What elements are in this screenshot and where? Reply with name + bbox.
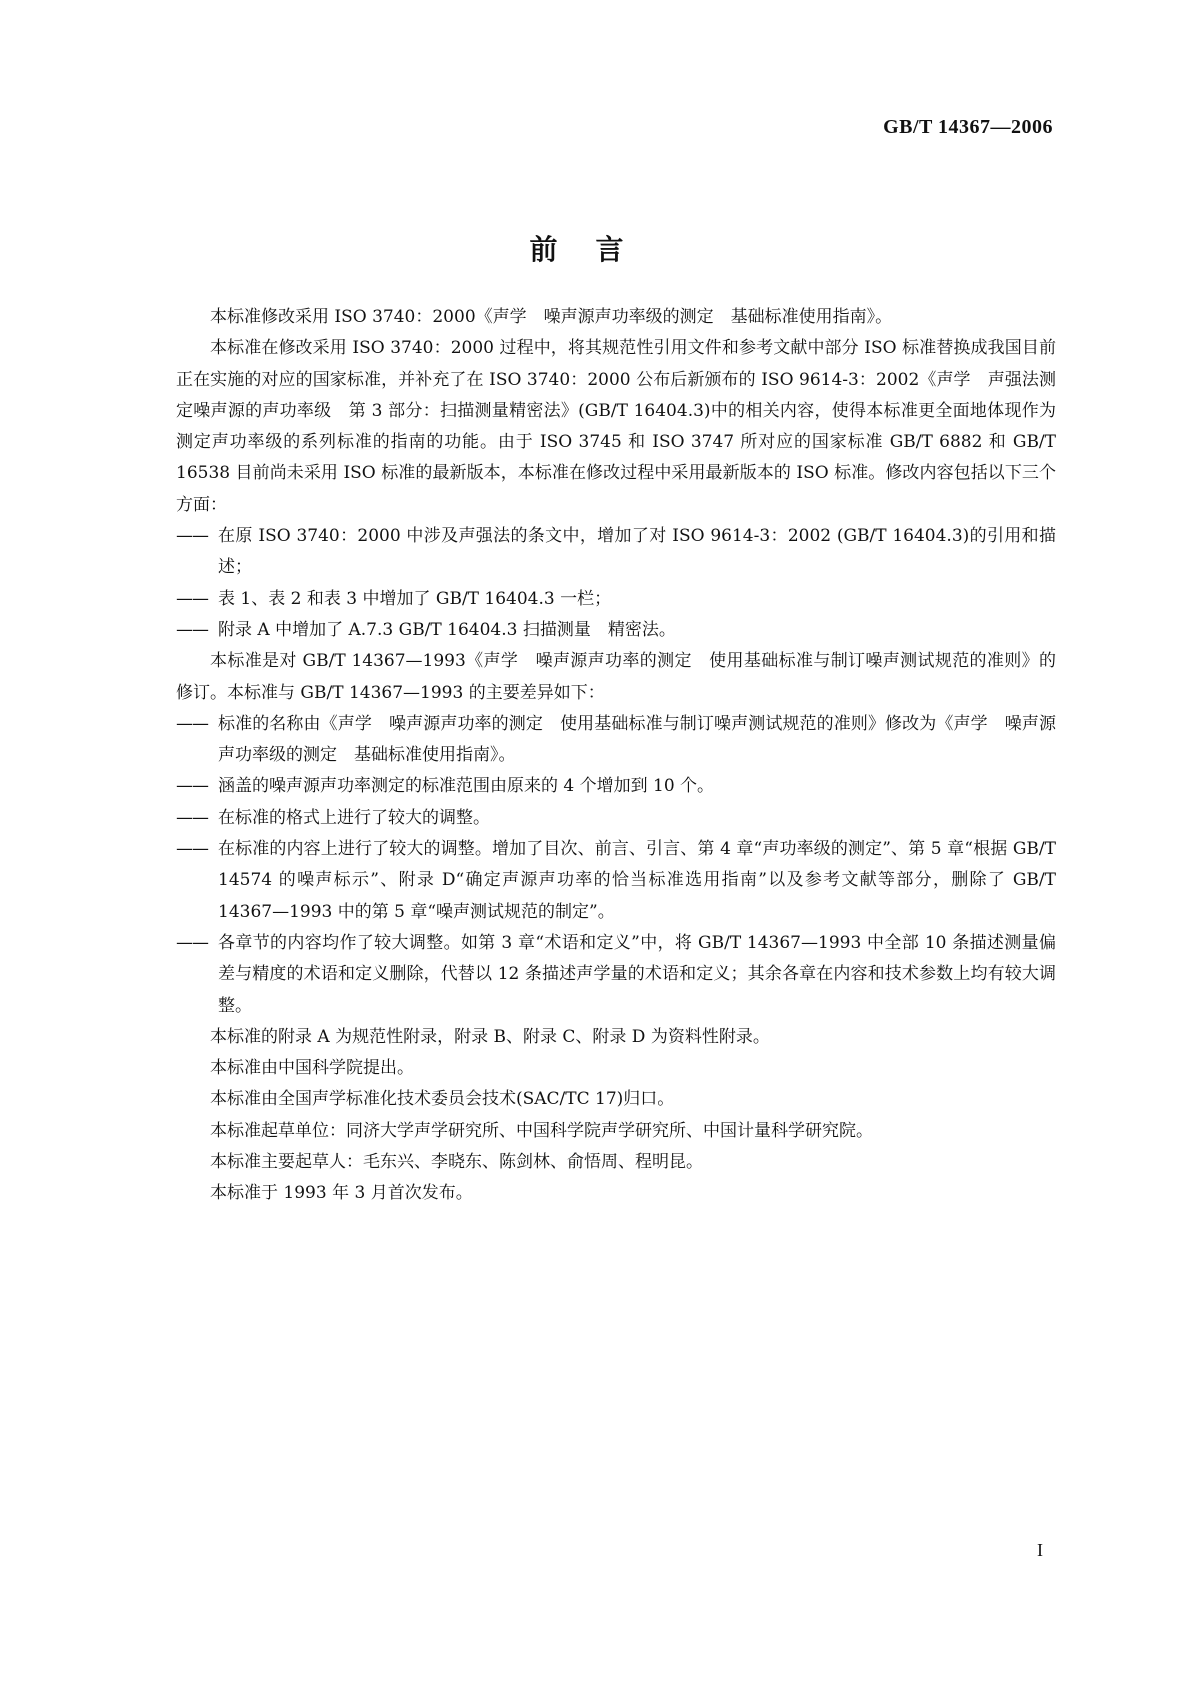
list-dash: —— <box>176 807 208 828</box>
paragraph: 本标准由中国科学院提出。 <box>210 1058 414 1079</box>
paragraph: 本标准于 1993 年 3 月首次发布。 <box>210 1183 473 1204</box>
standard-number: GB/T 14367—2006 <box>883 116 1053 138</box>
list-item <box>176 584 1056 615</box>
list-dash: —— <box>176 932 208 953</box>
document-body <box>176 302 1056 1210</box>
list-dash: —— <box>176 588 208 609</box>
list-dash: —— <box>176 619 208 640</box>
list-item-text: 在标准的内容上进行了较大的调整。增加了目次、前言、引言、第 4 章“声功率级的测定”、第 5 章“根据 GB/T 14574 的噪声标示”、附录 D“确定声源声功率的恰当标准选用指南”以及参考文献等部分，删除了 GB/T 14367—1993 中的第 5 章“噪声测试规范的制定”。 <box>218 839 1056 922</box>
list-item-text: 标准的名称由《声学 噪声源声功率的测定 使用基础标准与制订噪声测试规范的准则》修改为《声学 噪声源声功率级的测定 基础标准使用指南》。 <box>218 713 1056 766</box>
list-dash: —— <box>176 526 208 547</box>
paragraph: 本标准在修改采用 ISO 3740：2000 过程中，将其规范性引用文件和参考文献中部分 ISO 标准替换成我国目前正在实施的对应的国家标准，并补充了在 ISO 3740：2000 公布后新颁布的 ISO 9614-3：2002《声学 声强法测定噪声源的声功率级 第 3 部分：扫描测量精密法》(GB/T 16404.3)中的相关内容，使得本标准更全面地体现作为测定声功率级的系列标准的指南的功能。由于 ISO 3745 和 ISO 3747 所对应的国家标准 GB/T 6882 和 GB/T 16538 目前尚未采用 ISO 标准的最新版本，本标准在修改过程中采用最新版本的 ISO 标准。修改内容包括以下三个方面： <box>176 338 1056 515</box>
list-dash: —— <box>176 776 208 797</box>
paragraph: 本标准修改采用 ISO 3740：2000《声学 噪声源声功率级的测定 基础标准使用指南》。 <box>210 307 893 327</box>
paragraph: 本标准由全国声学标准化技术委员会技术(SAC/TC 17)归口。 <box>210 1089 675 1110</box>
paragraph: 本标准是对 GB/T 14367—1993《声学 噪声源声功率的测定 使用基础标准与制订噪声测试规范的准则》的修订。本标准与 GB/T 14367—1993 的主要差异如下： <box>176 651 1056 703</box>
list-item-text: 附录 A 中增加了 A.7.3 GB/T 16404.3 扫描测量 精密法。 <box>218 619 676 640</box>
list-dash: —— <box>176 839 208 860</box>
list-item <box>176 771 1056 802</box>
list-item <box>176 521 1056 584</box>
list-dash: —— <box>176 713 208 734</box>
list-item <box>176 709 1056 772</box>
list-item-text: 涵盖的噪声源声功率测定的标准范围由原来的 4 个增加到 10 个。 <box>218 776 715 797</box>
page-number: I <box>1037 1540 1043 1560</box>
paragraph: 本标准的附录 A 为规范性附录，附录 B、附录 C、附录 D 为资料性附录。 <box>210 1026 770 1047</box>
list-item-text: 表 1、表 2 和表 3 中增加了 GB/T 16404.3 一栏； <box>218 588 612 609</box>
list-item-text: 在原 ISO 3740：2000 中涉及声强法的条文中，增加了对 ISO 9614-3：2002 (GB/T 16404.3)的引用和描述； <box>218 526 1056 578</box>
page-title: 前言 <box>529 233 662 266</box>
list-item <box>176 615 1056 646</box>
list-item <box>176 834 1056 928</box>
paragraph: 本标准起草单位：同济大学声学研究所、中国科学院声学研究所、中国计量科学研究院。 <box>210 1120 873 1141</box>
list-item-text: 各章节的内容均作了较大调整。如第 3 章“术语和定义”中，将 GB/T 14367—1993 中全部 10 条描述测量偏差与精度的术语和定义删除，代替以 12 条描述声学量的术语和定义；其余各章在内容和技术参数上均有较大调整。 <box>218 932 1056 1016</box>
list-item-text: 在标准的格式上进行了较大的调整。 <box>218 807 490 828</box>
paragraph: 本标准主要起草人：毛东兴、李晓东、陈剑林、俞悟周、程明昆。 <box>210 1152 703 1173</box>
list-item <box>176 928 1056 1022</box>
list-item <box>176 803 1056 834</box>
